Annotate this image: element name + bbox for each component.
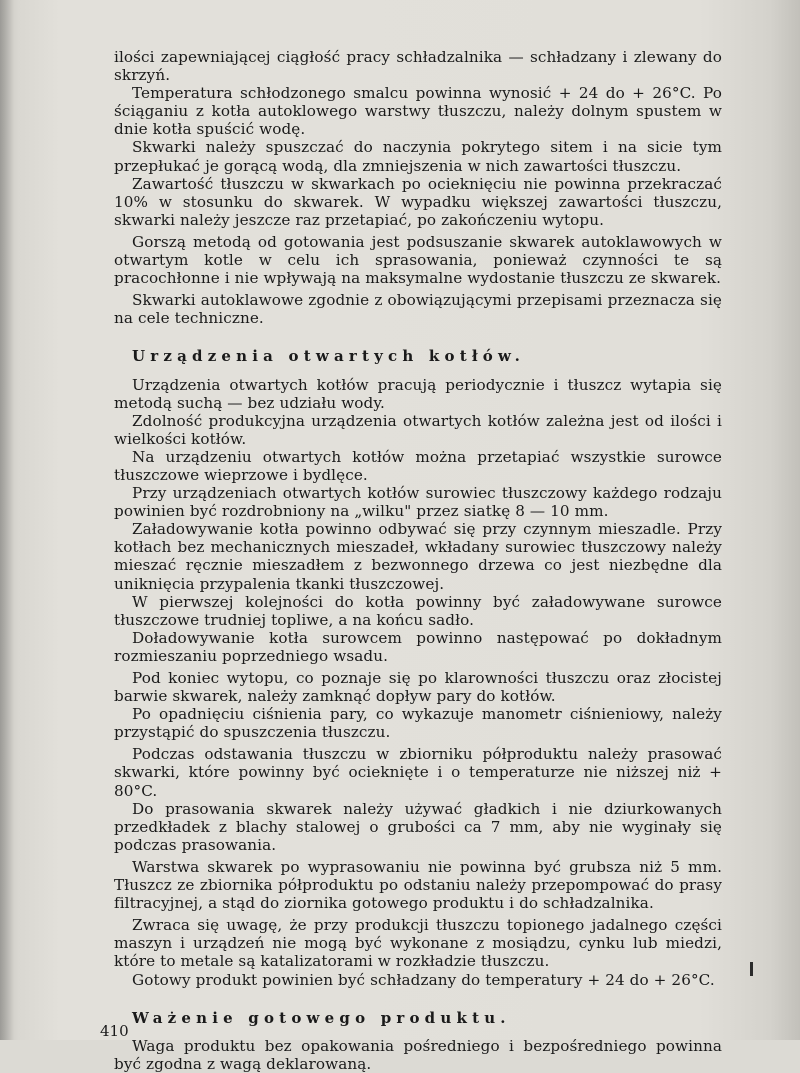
paragraph: Skwarki autoklawowe zgodnie z obowiązującymi przepisami przeznacza się na cele techniczne. [114,291,722,328]
paragraph: Doładowywanie kotła surowcem powinno następować po dokładnym rozmieszaniu poprzedniego wsadu. [114,628,722,665]
paragraph: Zdolność produkcyjna urządzenia otwartych kotłów zależna jest od ilości i wielkości kotłów. [114,411,722,448]
paragraph: W pierwszej kolejności do kotła powinny być załadowywane surowce tłuszczowe trudniej topliwe, a na końcu sadło. [114,592,722,629]
paragraph: Urządzenia otwartych kotłów pracują periodycznie i tłuszcz wytapia się metodą suchą — bez udziału wody. [114,375,722,412]
paragraph: Temperatura schłodzonego smalcu powinna wynosić + 24 do + 26°C. Po ściąganiu z kotła autoklowego warstwy tłuszczu, należy dolnym spustem w dnie kotła spuścić wodę. [114,84,722,139]
paragraph: Pod koniec wytopu, co poznaje się po klarowności tłuszczu oraz złocistej barwie skwarek, należy zamknąć dopływ pary do kotłów. [114,669,722,706]
page-number: 410 [100,1022,129,1040]
section-heading: Urządzenia otwartych kotłów. [132,347,526,366]
paragraph: Przy urządzeniach otwartych kotłów surowiec tłuszczowy każdego rodzaju powinien być rozdrobniony na „wilku" przez siatkę 8 — 10 mm. [114,484,722,521]
margin-mark [750,962,753,976]
paragraph: Waga produktu bez opakowania pośredniego i bezpośredniego powinna być zgodna z wagą deklarowaną. [114,1036,722,1073]
paragraph: Po opadnięciu ciśnienia pary, co wykazuje manometr ciśnieniowy, należy przystąpić do spuszczenia tłuszczu. [114,705,722,742]
paragraph: Gorszą metodą od gotowania jest podsuszanie skwarek autoklawowych w otwartym kotle w celu ich sprasowania, ponieważ czynności te są pracochłonne i nie wpływają na maksymalne wydostanie tłuszczu ze skwarek. [114,232,722,288]
paragraph: Do prasowania skwarek należy używać gładkich i nie dziurkowanych przedkładek z blachy stalowej o grubości ca 7 mm, aby nie wyginały się podczas prasowania. [114,799,722,854]
paragraph: ilości zapewniającej ciągłość pracy schładzalnika — schładzany i zlewany do skrzyń. [114,48,722,85]
paragraph: Skwarki należy spuszczać do naczynia pokrytego sitem i na sicie tym przepłukać je gorącą wodą, dla zmniejszenia w nich zawartości tłuszczu. [114,138,722,175]
page-text-body [114,48,722,1073]
paragraph: Załadowywanie kotła powinno odbywać się przy czynnym mieszadle. Przy kotłach bez mechanicznych mieszadeł, wkładany surowiec tłuszczowy należy mieszać ręcznie mieszadłem z bezwonnego drzewa co jest niezbędne dla uniknięcia przypalenia tkanki tłuszczowej. [114,520,722,593]
paragraph: Zawartość tłuszczu w skwarkach po ocieknięciu nie powinna przekraczać 10% w stosunku do skwarek. W wypadku większej zawartości tłuszczu, skwarki należy jeszcze raz przetapiać, po zakończeniu wytopu. [114,174,722,229]
section-heading: Ważenie gotowego produktu. [132,1008,511,1027]
spine-shadow [0,0,14,1040]
paragraph: Na urządzeniu otwartych kotłów można przetapiać wszystkie surowce tłuszczowe wieprzowe i bydlęce. [114,447,722,484]
paragraph: Podczas odstawania tłuszczu w zbiorniku półproduktu należy prasować skwarki, które powinny być ocieknięte i o temperaturze nie niższej niż + 80°C. [114,745,722,800]
paragraph: Warstwa skwarek po wyprasowaniu nie powinna być grubsza niż 5 mm. Tłuszcz ze zbiornika półproduktu po odstaniu należy przepompować do prasy filtracyjnej, a stąd do ziornika gotowego produktu i do schładzalnika. [114,857,722,913]
paragraph: Gotowy produkt powinien być schładzany do temperatury + 24 do + 26°C. [132,970,715,989]
paragraph: Zwraca się uwagę, że przy produkcji tłuszczu topionego jadalnego części maszyn i urządzeń nie mogą być wykonane z mosiądzu, cynku lub miedzi, które to metale są katalizatorami w rozkładzie tłuszczu. [114,916,722,971]
